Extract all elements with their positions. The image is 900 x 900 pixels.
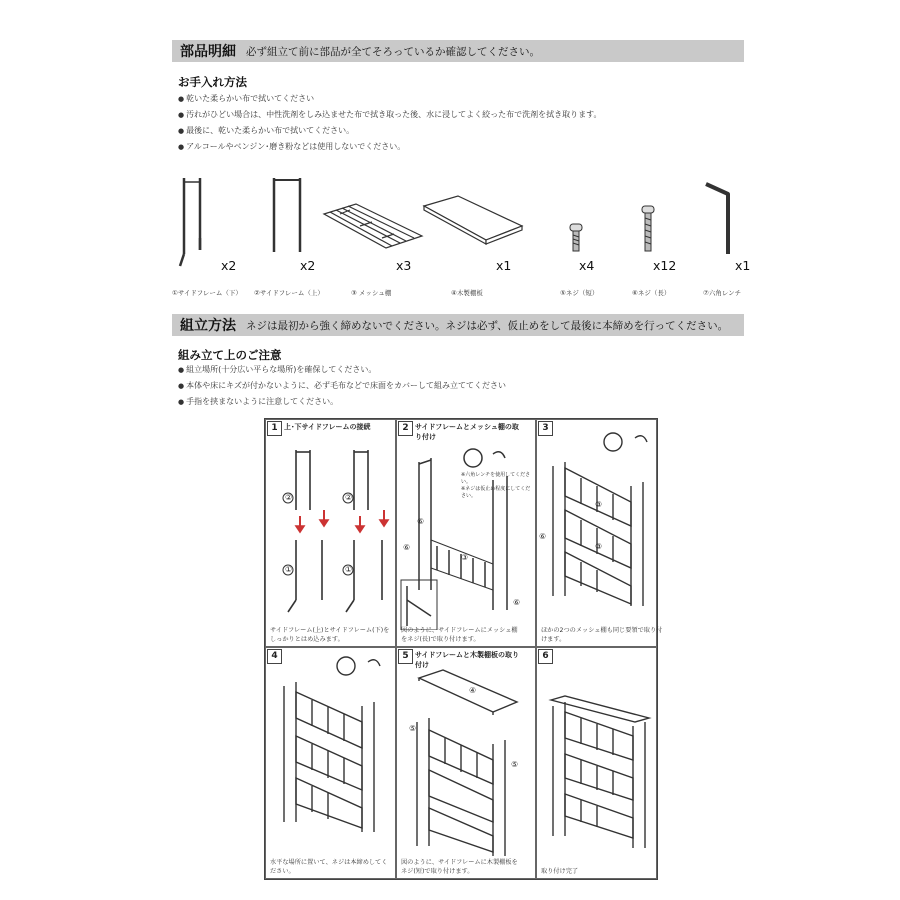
- list-item: ● 汚れがひどい場合は、中性洗剤をしみ込ませた布で拭き取った後、水に浸してよく絞った布で洗剤を拭き取ります。: [178, 107, 601, 123]
- long-screw-icon: [640, 204, 656, 254]
- step-1-illustration: [266, 440, 397, 630]
- step-6-panel: [536, 647, 657, 879]
- part-qty: x3: [396, 258, 412, 273]
- side-frame-lower-icon: [176, 174, 206, 270]
- part-callout: ③: [461, 553, 469, 562]
- parts-section-title: 部品明細: [180, 44, 236, 60]
- part-qty: x4: [579, 258, 595, 273]
- part-callout: ⑥: [539, 532, 547, 541]
- list-item: ● 乾いた柔らかい布で拭いてください: [178, 91, 601, 107]
- part-callout: ⑥: [403, 543, 411, 552]
- short-screw-icon: [568, 222, 584, 254]
- step-tip: ※六角レンチを使用してください。 ※ネジは仮止め程度にしてください。: [461, 472, 531, 499]
- part-qty: x2: [300, 258, 316, 273]
- part-callout: ①: [285, 565, 293, 574]
- part-caption: ⑦六角レンチ: [703, 289, 742, 297]
- mesh-shelf-icon: [320, 200, 424, 252]
- step-4-illustration: [266, 652, 397, 852]
- list-item: ● 最後に、乾いた柔らかい布で拭いてください。: [178, 123, 601, 139]
- caution-heading: 組み立て上のご注意: [178, 348, 282, 362]
- part-callout: ③: [595, 500, 603, 509]
- part-callout: ⑤: [511, 760, 519, 769]
- caution-list: [178, 362, 506, 410]
- part-qty: x1: [496, 258, 512, 273]
- part-qty: x2: [221, 258, 237, 273]
- assembly-section-subtitle: ネジは最初から強く締めないでください。ネジは必ず、仮止めをして最後に本締めを行ってください。: [246, 319, 729, 332]
- part-caption: ①サイドフレーム（下）: [172, 289, 242, 297]
- list-item: ● 本体や床にキズが付かないように、必ず毛布などで床面をカバーして組み立ててください: [178, 378, 506, 394]
- assembly-section-header: [172, 314, 744, 336]
- care-heading: お手入れ方法: [178, 75, 247, 89]
- part-caption: ⑥ネジ（長）: [632, 289, 671, 297]
- step-note: 水平な場所に置いて、ネジは本締めしてください。: [270, 859, 388, 875]
- list-item: ● 組立場所(十分広い平らな場所)を確保してください。: [178, 362, 506, 378]
- step-title: 上･下サイドフレームの接続: [284, 423, 371, 431]
- step-1-panel: [265, 419, 396, 647]
- wooden-board-icon: [420, 192, 524, 250]
- part-callout: ④: [469, 686, 477, 695]
- step-3-illustration: [537, 426, 658, 616]
- step-title: サイドフレームと木製棚板の取り付け: [415, 651, 520, 669]
- step-3-panel: [536, 419, 663, 647]
- step-number: 2: [398, 421, 413, 436]
- step-note: 取り付け完了: [541, 868, 579, 875]
- assembly-steps-diagram: [264, 418, 663, 880]
- step-6-illustration: [537, 662, 658, 862]
- part-caption: ③ メッシュ棚: [351, 289, 392, 297]
- assembly-section-title: 組立方法: [180, 318, 236, 334]
- step-number: 4: [267, 649, 282, 664]
- step-5-panel: [396, 647, 536, 879]
- step-note: ほかの2つのメッシュ棚も同じ要領で取り付けます。: [541, 627, 663, 643]
- step-number: 5: [398, 649, 413, 664]
- part-callout: ②: [285, 493, 293, 502]
- parts-section-header: [172, 40, 744, 62]
- step-title: サイドフレームとメッシュ棚の取り付け: [415, 423, 519, 441]
- step-note: 図のように、サイドフレームにメッシュ棚をネジ(長)で取り付けます。: [401, 627, 518, 643]
- part-callout: ⑤: [409, 724, 417, 733]
- side-frame-upper-icon: [268, 172, 308, 258]
- part-callout: ⑥: [513, 598, 521, 607]
- care-list: [178, 91, 601, 155]
- parts-section-subtitle: 必ず組立て前に部品が全てそろっているか確認してください。: [246, 45, 540, 58]
- hex-wrench-icon: [702, 178, 738, 258]
- part-caption: ④木製棚板: [451, 289, 483, 297]
- step-number: 6: [538, 649, 553, 664]
- list-item: ● アルコールやベンジン･磨き粉などは使用しないでください。: [178, 139, 601, 155]
- step-note: 図のように、サイドフレームに木製棚板をネジ(短)で取り付けます。: [401, 859, 518, 875]
- part-qty: x12: [653, 258, 677, 273]
- part-caption: ②サイドフレーム（上）: [254, 289, 324, 297]
- part-callout: ⑥: [417, 517, 425, 526]
- part-callout: ①: [345, 565, 353, 574]
- step-4-panel: [265, 647, 396, 879]
- part-qty: x1: [735, 258, 751, 273]
- list-item: ● 手指を挟まないように注意してください。: [178, 394, 506, 410]
- step-2-panel: [396, 419, 536, 647]
- part-callout: ②: [345, 493, 353, 502]
- step-number: 1: [267, 421, 282, 436]
- step-note: サイドフレーム(上)とサイドフレーム(下)をしっかりとはめ込みます。: [270, 627, 390, 643]
- part-callout: ③: [595, 542, 603, 551]
- part-caption: ⑤ネジ（短）: [560, 289, 599, 297]
- step-number: 3: [538, 421, 553, 436]
